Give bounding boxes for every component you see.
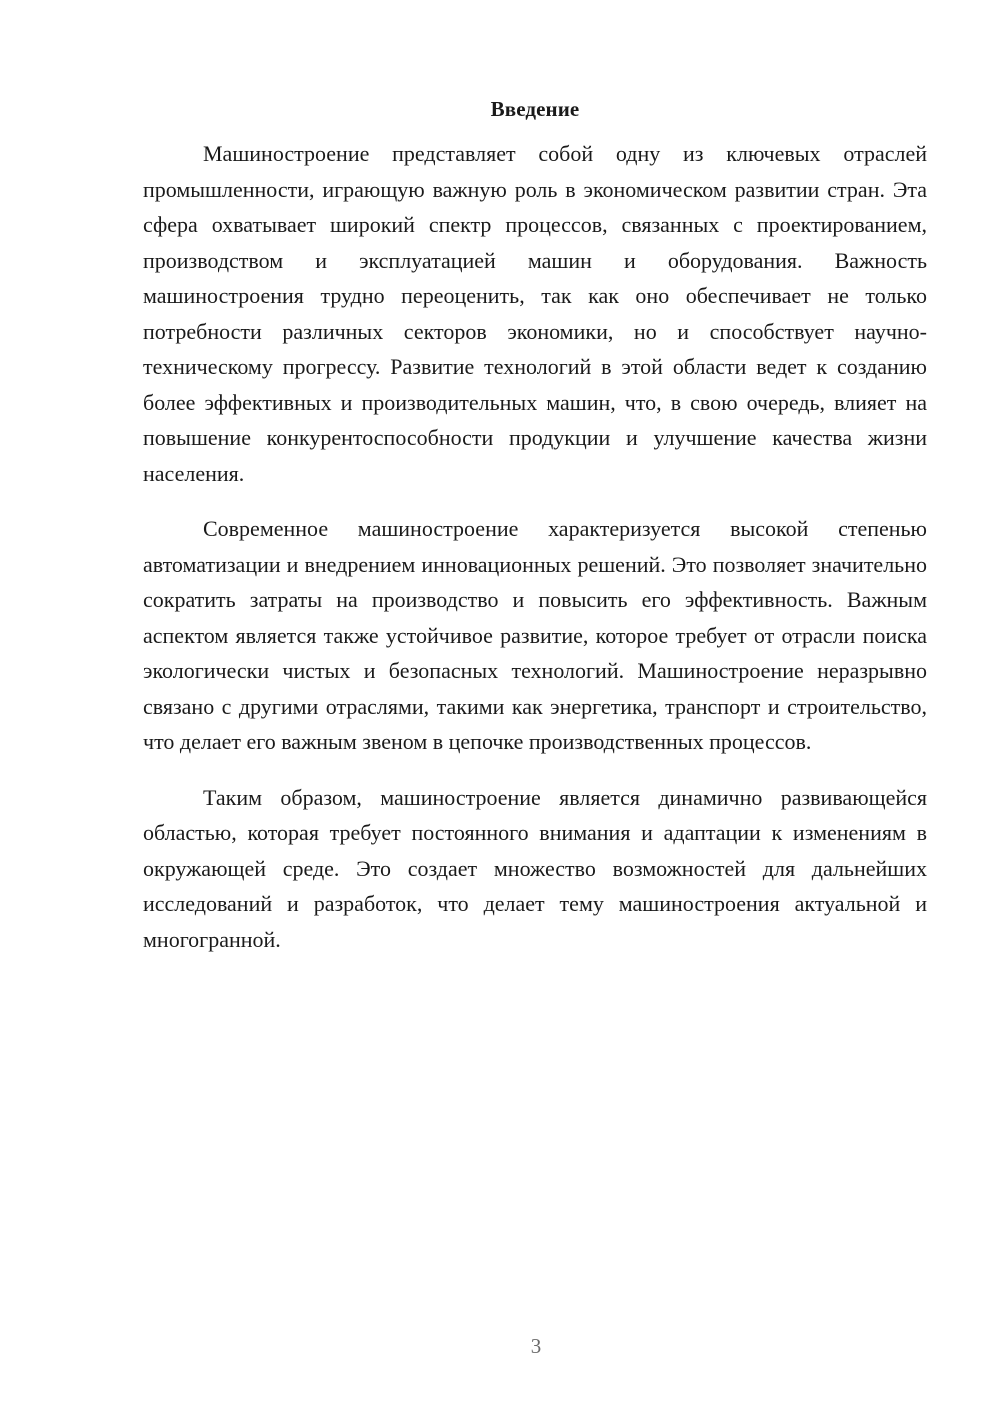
section-heading: Введение bbox=[490, 97, 580, 121]
page-number: 3 bbox=[530, 1334, 542, 1358]
paragraph-3: Таким образом, машиностроение является динамично развивающейся областью, которая требует постоянного внимания и адаптации к изменениям в окружающей среде. Это создает множество возможностей для дальнейших исследований и разработок, что делает тему машиностроения актуальной и многогранной. bbox=[143, 784, 927, 952]
text-block bbox=[143, 93, 927, 977]
paragraph-2: Современное машиностроение характеризуется высокой степенью автоматизации и внедрением инновационных решений. Это позволяет значительно сократить затраты на производство и повысить его эффективность. Важным аспектом является также устойчивое развитие, которое требует от отрасли поиска экологически чистых и безопасных технологий. Машиностроение неразрывно связано с другими отраслями, такими как энергетика, транспорт и строительство, что делает его важным звеном в цепочке производственных процессов. bbox=[143, 516, 927, 754]
paragraph-1: Машиностроение представляет собой одну из ключевых отраслей промышленности, играющую важную роль в экономическом развитии стран. Эта сфера охватывает широкий спектр процессов, связанных с проектированием, производством и эксплуатацией машин и оборудования. Важность машиностроения трудно переоценить, так как оно обеспечивает не только потребности различных секторов экономики, но и способствует научно-техническому прогрессу. Развитие технологий в этой области ведет к созданию более эффективных и производительных машин, что, в свою очередь, влияет на повышение конкурентоспособности продукции и улучшение качества жизни населения. bbox=[143, 141, 927, 486]
